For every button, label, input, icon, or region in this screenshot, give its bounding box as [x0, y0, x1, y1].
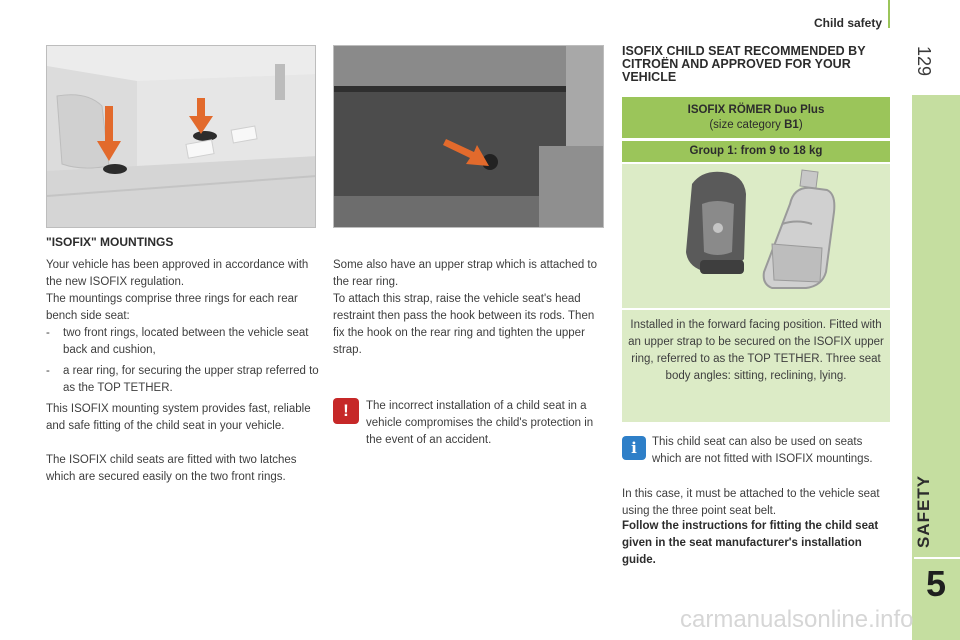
recommended-seat-heading: ISOFIX CHILD SEAT RECOMMENDED BY CITROËN AND APPROVED FOR YOUR VEHICLE [622, 44, 866, 84]
list-item-text: a rear ring, for securing the upper strap referred to as the TOP TETHER. [63, 365, 319, 394]
top-tether-photo [333, 45, 604, 228]
info-text: This child seat can also be used on seats which are not fitted with ISOFIX mountings. [652, 436, 873, 465]
info-icon: i [622, 436, 646, 460]
seat-model-header [622, 97, 890, 138]
page-number: 129 [914, 46, 934, 77]
size-category-prefix: (size category [709, 119, 785, 131]
manufacturer-instruction: Follow the instructions for fitting the child seat given in the seat manufacturer's installation guide. [622, 520, 879, 566]
list-bullet: - [46, 327, 50, 339]
page-header-title: Child safety [813, 16, 882, 30]
size-category-value: B1 [784, 119, 799, 131]
child-seat-illustration [622, 164, 890, 308]
approval-paragraph: Your vehicle has been approved in accordance with the new ISOFIX regulation. [46, 259, 309, 288]
isofix-rings-photo [46, 45, 316, 228]
exclamation-icon: ! [333, 398, 359, 424]
upper-strap-paragraph: Some also have an upper strap which is attached to the rear ring. [333, 259, 598, 288]
size-category [709, 119, 802, 131]
list-bullet: - [46, 365, 50, 377]
system-paragraph: This ISOFIX mounting system provides fast, reliable and safe fitting of the child seat in your vehicle. [46, 403, 311, 432]
list-item-text: two front rings, located between the vehicle seat back and cushion, [63, 327, 309, 356]
list-item [46, 325, 321, 359]
chapter-number: 5 [925, 563, 947, 604]
seat-belt-paragraph: In this case, it must be attached to the vehicle seat using the three point seat belt. [622, 488, 880, 517]
chapter-divider [914, 557, 960, 559]
isofix-mountings-heading: "ISOFIX" MOUNTINGS [46, 235, 174, 249]
list-item [46, 363, 321, 397]
rings-paragraph: The mountings comprise three rings for each rear bench side seat: [46, 293, 298, 322]
warning-text: The incorrect installation of a child seat in a vehicle compromises the child's protection in the event of an accident. [366, 400, 594, 446]
header-divider [888, 0, 890, 28]
latches-paragraph: The ISOFIX child seats are fitted with two latches which are secured easily on the two front rings. [46, 454, 297, 483]
watermark: carmanualsonline.info [680, 606, 914, 633]
weight-group-band: Group 1: from 9 to 18 kg [622, 141, 890, 162]
seat-model-name: ISOFIX RÖMER Duo Plus [687, 104, 825, 116]
seat-description: Installed in the forward facing position. Fitted with an upper strap to be secured on the ISOFIX upper ring, referred to as the TOP TETHER. Three seat body angles: sitting, reclining, lying. [622, 310, 890, 422]
size-category-suffix: ) [798, 119, 803, 131]
chapter-label: SAFETY [914, 474, 933, 548]
attach-strap-paragraph: To attach this strap, raise the vehicle seat's head restraint then pass the hook between its rods. Then fix the hook on the rear ring and tighten the upper strap. [333, 293, 595, 356]
